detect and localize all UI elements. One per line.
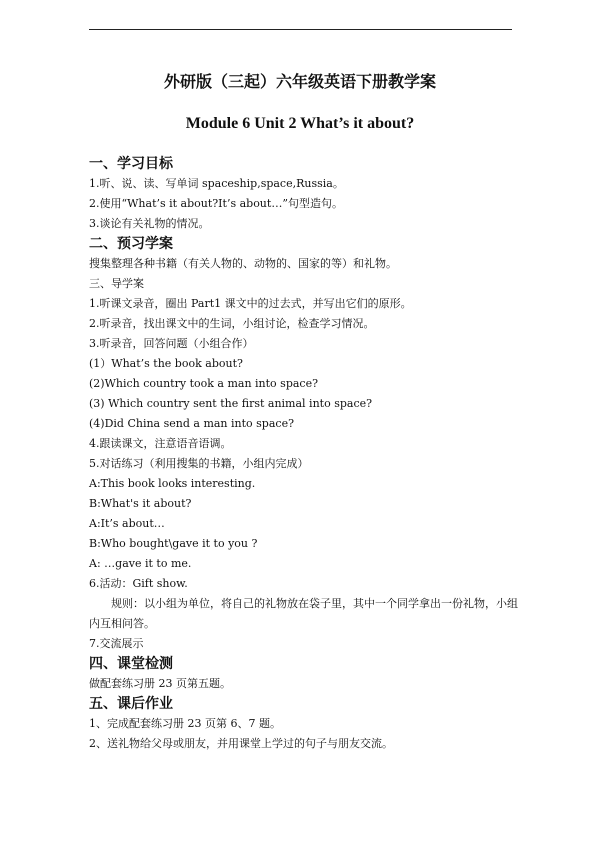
objective-item: 1.听、说、读、写单词 spaceship,space,Russia。 bbox=[89, 177, 344, 190]
guide-item: 7.交流展示 bbox=[89, 637, 144, 650]
objective-item: 2.使用“What’s it about?It’s about…”句型造句。 bbox=[89, 197, 343, 210]
guide-item: 4.跟读课文，注意语音语调。 bbox=[89, 437, 232, 450]
guide-item: 1.听课文录音，圈出 Part1 课文中的过去式，并写出它们的原形。 bbox=[89, 297, 412, 310]
dialogue-line: B:What's it about? bbox=[89, 497, 192, 510]
homework-item: 2、送礼物给父母或朋友，并用课堂上学过的句子与朋友交流。 bbox=[89, 737, 393, 750]
dialogue-line: A:This book looks interesting. bbox=[89, 477, 256, 490]
document-subtitle: Module 6 Unit 2 What’s it about? bbox=[185, 115, 415, 132]
guide-item: 5.对话练习（利用搜集的书籍，小组内完成） bbox=[89, 457, 309, 470]
dialogue-line: A: …gave it to me. bbox=[89, 557, 192, 570]
dialogue-line: A:It’s about… bbox=[89, 517, 165, 530]
activity-rule: 规则：以小组为单位，将自己的礼物放在袋子里，其中一个同学拿出一份礼物，小组内互相问答。 bbox=[89, 597, 518, 630]
section-heading-plain: 三、导学案 bbox=[89, 277, 144, 290]
dialogue-line: B:Who bought\gave it to you ? bbox=[89, 537, 258, 550]
homework-item: 1、完成配套练习册 23 页第 6、7 题。 bbox=[89, 717, 281, 730]
guide-item: 3.听录音，回答问题（小组合作） bbox=[89, 337, 254, 350]
section-heading: 四、课堂检测 bbox=[89, 656, 173, 672]
section-heading: 二、预习学案 bbox=[89, 236, 173, 252]
objective-item: 3.谈论有关礼物的情况。 bbox=[89, 217, 210, 230]
question-item: (4)Did China send a man into space? bbox=[89, 417, 294, 430]
question-item: (1）What’s the book about? bbox=[89, 357, 243, 370]
question-item: (2)Which country took a man into space? bbox=[89, 377, 318, 390]
check-item: 做配套练习册 23 页第五题。 bbox=[89, 677, 231, 690]
section-heading: 五、课后作业 bbox=[89, 696, 173, 712]
guide-item: 2.听录音，找出课文中的生词，小组讨论，检查学习情况。 bbox=[89, 317, 375, 330]
guide-item: 6.活动：Gift show. bbox=[89, 577, 188, 590]
document-title: 外研版（三起）六年级英语下册教学案 bbox=[163, 72, 436, 91]
header-rule bbox=[89, 29, 512, 30]
question-item: (3) Which country sent the first animal into space? bbox=[89, 397, 373, 410]
section-heading: 一、学习目标 bbox=[89, 156, 173, 172]
preview-item: 搜集整理各种书籍（有关人物的、动物的、国家的等）和礼物。 bbox=[89, 257, 397, 270]
document-body bbox=[89, 154, 521, 754]
